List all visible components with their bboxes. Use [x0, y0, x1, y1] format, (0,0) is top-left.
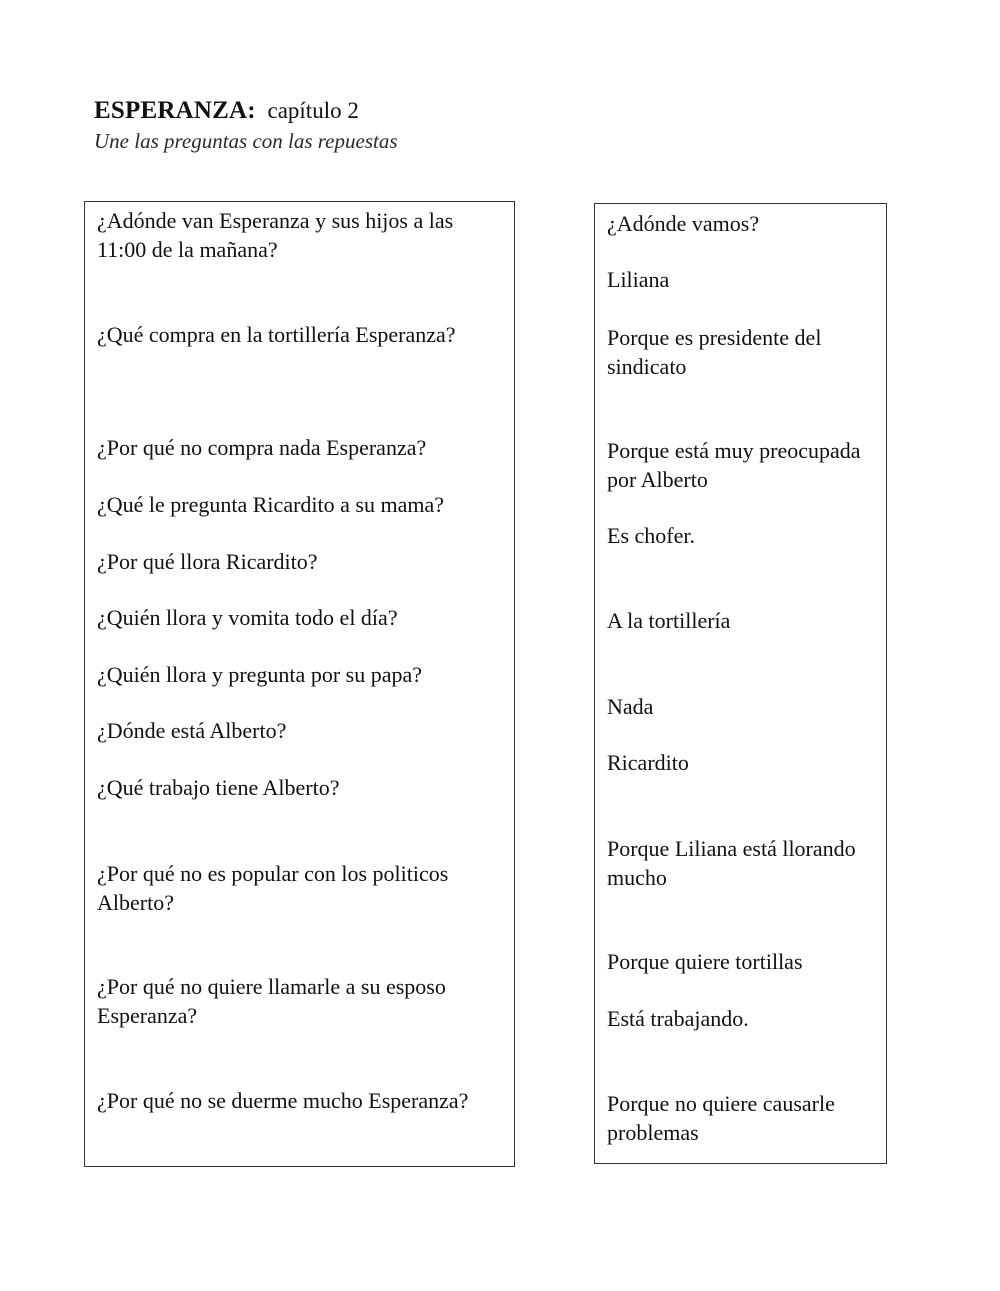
chapter-label: capítulo 2 — [267, 98, 359, 123]
question-item[interactable]: ¿Adónde van Esperanza y sus hijos a las 11:00 de la mañana? — [97, 208, 454, 262]
answers-box — [594, 203, 887, 1164]
answer-item[interactable]: Es chofer. — [607, 523, 695, 548]
question-item[interactable]: ¿Dónde está Alberto? — [97, 718, 287, 743]
question-item[interactable]: ¿Qué trabajo tiene Alberto? — [97, 775, 340, 800]
question-item[interactable]: ¿Por qué no es popular con los politicos Alberto? — [97, 861, 449, 915]
instructions: Une las preguntas con las repuestas — [94, 129, 398, 153]
questions-box — [84, 201, 515, 1167]
worksheet-header — [94, 94, 398, 154]
answer-item[interactable]: Porque es presidente del sindicato — [607, 325, 822, 379]
answer-item[interactable]: A la tortillería — [607, 608, 731, 633]
question-item[interactable]: ¿Por qué no compra nada Esperanza? — [97, 435, 427, 460]
title-line — [94, 94, 398, 128]
answer-item[interactable]: Porque Liliana está llorando mucho — [607, 836, 856, 890]
answer-item[interactable]: ¿Adónde vamos? — [607, 211, 760, 236]
question-item[interactable]: ¿Qué le pregunta Ricardito a su mama? — [97, 492, 444, 517]
answer-item[interactable]: Está trabajando. — [607, 1006, 749, 1031]
question-item[interactable]: ¿Qué compra en la tortillería Esperanza? — [97, 322, 456, 347]
answer-item[interactable]: Porque está muy preocupada por Alberto — [607, 438, 861, 492]
answer-item[interactable]: Ricardito — [607, 750, 689, 775]
answer-item[interactable]: Liliana — [607, 267, 670, 292]
question-item[interactable]: ¿Por qué no se duerme mucho Esperanza? — [97, 1088, 469, 1113]
question-item[interactable]: ¿Quién llora y pregunta por su papa? — [97, 662, 422, 687]
question-item[interactable]: ¿Por qué llora Ricardito? — [97, 549, 318, 574]
question-item[interactable]: ¿Quién llora y vomita todo el día? — [97, 605, 398, 630]
worksheet-title: ESPERANZA: — [94, 97, 256, 124]
answer-item[interactable]: Porque quiere tortillas — [607, 949, 803, 974]
question-item[interactable]: ¿Por qué no quiere llamarle a su esposo Esperanza? — [97, 974, 446, 1028]
answer-item[interactable]: Porque no quiere causarle problemas — [607, 1091, 835, 1145]
answer-item[interactable]: Nada — [607, 694, 654, 719]
